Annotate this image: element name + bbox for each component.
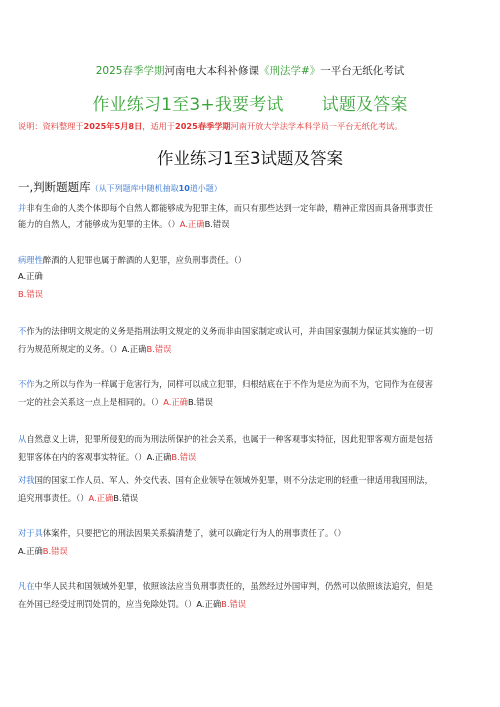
question-line [18,288,43,300]
question-text: 并 [18,203,27,213]
note-date: 2025年5月8日 [83,121,143,131]
question-text: 非有生命的人类个体即每个自然人都能够成为犯罪主体，而只有那些达到一定年龄，精神正常因而具备刑事责任 [26,203,433,213]
answer-highlight: B.错误 [171,452,197,462]
section-hint: （从下列题库中随机抽取10道小题） [90,184,222,193]
question-text: 犯罪客体在内的客观事实特征。（）A.正确 [18,452,172,462]
note-text: 说明：资料整理于 [18,121,84,131]
header-title: 河南电大本科补修课 [164,65,259,77]
question-line [18,598,246,610]
header-year: 2025春季学期 [95,65,165,77]
question-text: 自然意义上讲，犯罪所侵犯的而为刑法所保护的社会关系，也属于一种客观事实特征，因此犯罪客观方面是包括 [26,434,433,444]
question-text: 凡在 [18,581,35,591]
question-line [18,527,346,539]
question-text: 作为的法律明文规定的义务是指刑法明文规定的义务而非由国家制定或认可，并由国家强制力保证其实施的一切 [26,326,433,336]
question-text: 对于具 [18,528,43,538]
question-text: 从 [18,434,27,444]
header-course: 《刑法学#》 [258,65,321,77]
question-text: A.正确 [18,546,43,556]
question-text: 行为规范所规定的义务。（）A.正确 [18,344,147,354]
question-line [18,545,68,557]
question-text: B.错误 [204,219,230,229]
question-line [18,492,138,504]
answer-highlight: B.错误 [18,289,43,299]
header-title-end: 一平台无纸化考试 [320,65,405,77]
question-text: 中华人民共和国领域外犯罪，依照该法应当负刑事责任的，虽然经过外国审判，仍然可以依照该法追究，但是 [34,581,433,591]
question-text: 国的国家工作人员、军人、外交代表、国有企业领导在领域外犯罪，则不分法定刑的轻重一律适用我国刑法， [34,475,433,485]
question-text: A.正确 [18,271,43,281]
question-line [18,396,213,408]
question-text: 体案件，只要把它的刑法因果关系搞清楚了，就可以确定行为人的刑事责任了。（） [42,528,346,538]
answer-highlight: A.正确 [163,397,188,407]
answer-highlight: B.错误 [221,599,247,609]
question-line [18,202,433,214]
question-text: 不作 [18,379,35,389]
question-text: B.错误 [113,493,139,503]
note-semester: 2025春季学期 [175,121,231,131]
question-text: 醉酒的人犯罪也属于醉酒的人犯罪，应负刑事责任。（） [42,255,247,265]
question-line [18,218,230,230]
section-heading [18,179,222,195]
answer-highlight: B.错误 [42,546,68,556]
answer-highlight: A.正确 [88,493,114,503]
question-text: 对我 [18,475,35,485]
question-text: 能力的自然人，才能够成为犯罪的主体。（） [18,219,180,229]
question-line [18,254,246,266]
question-line [18,580,433,592]
banner-right: 试题及答案 [321,95,408,115]
banner-left: 作业练习1至3+我要考试 [92,95,284,115]
question-line [18,474,433,486]
question-text: 为之所以与作为一样属于危害行为，同样可以成立犯罪，归根结底在于不作为是应为而不为，它同作为在侵害 [34,379,433,389]
answer-highlight: B.错误 [146,344,172,354]
question-line [18,433,433,445]
question-text: 一定的社会关系这一点上是相同的。（） [18,397,164,407]
question-text: 病理性 [18,255,43,265]
note-text: ，适用于 [142,121,176,131]
note-text: 河南开放大学法学本科学员一平台无纸化考试。 [230,121,403,131]
banner-title [0,90,500,115]
document-header [0,63,500,78]
question-line [18,325,433,337]
question-line [18,343,171,355]
question-text: 在外国已经受过刑罚处罚的，应当免除处罚。（）A.正确 [18,599,222,609]
question-line [18,451,196,463]
question-text: 不 [18,326,27,336]
page-title: 作业练习1至3试题及答案 [157,149,343,168]
source-note [18,121,403,132]
question-line [18,270,43,282]
question-text: 追究刑事责任。（） [18,493,89,503]
answer-highlight: A.正确 [179,219,205,229]
section-title: 一,判断题题库 [18,180,91,194]
question-text: B.错误 [187,397,213,407]
question-line [18,378,433,390]
